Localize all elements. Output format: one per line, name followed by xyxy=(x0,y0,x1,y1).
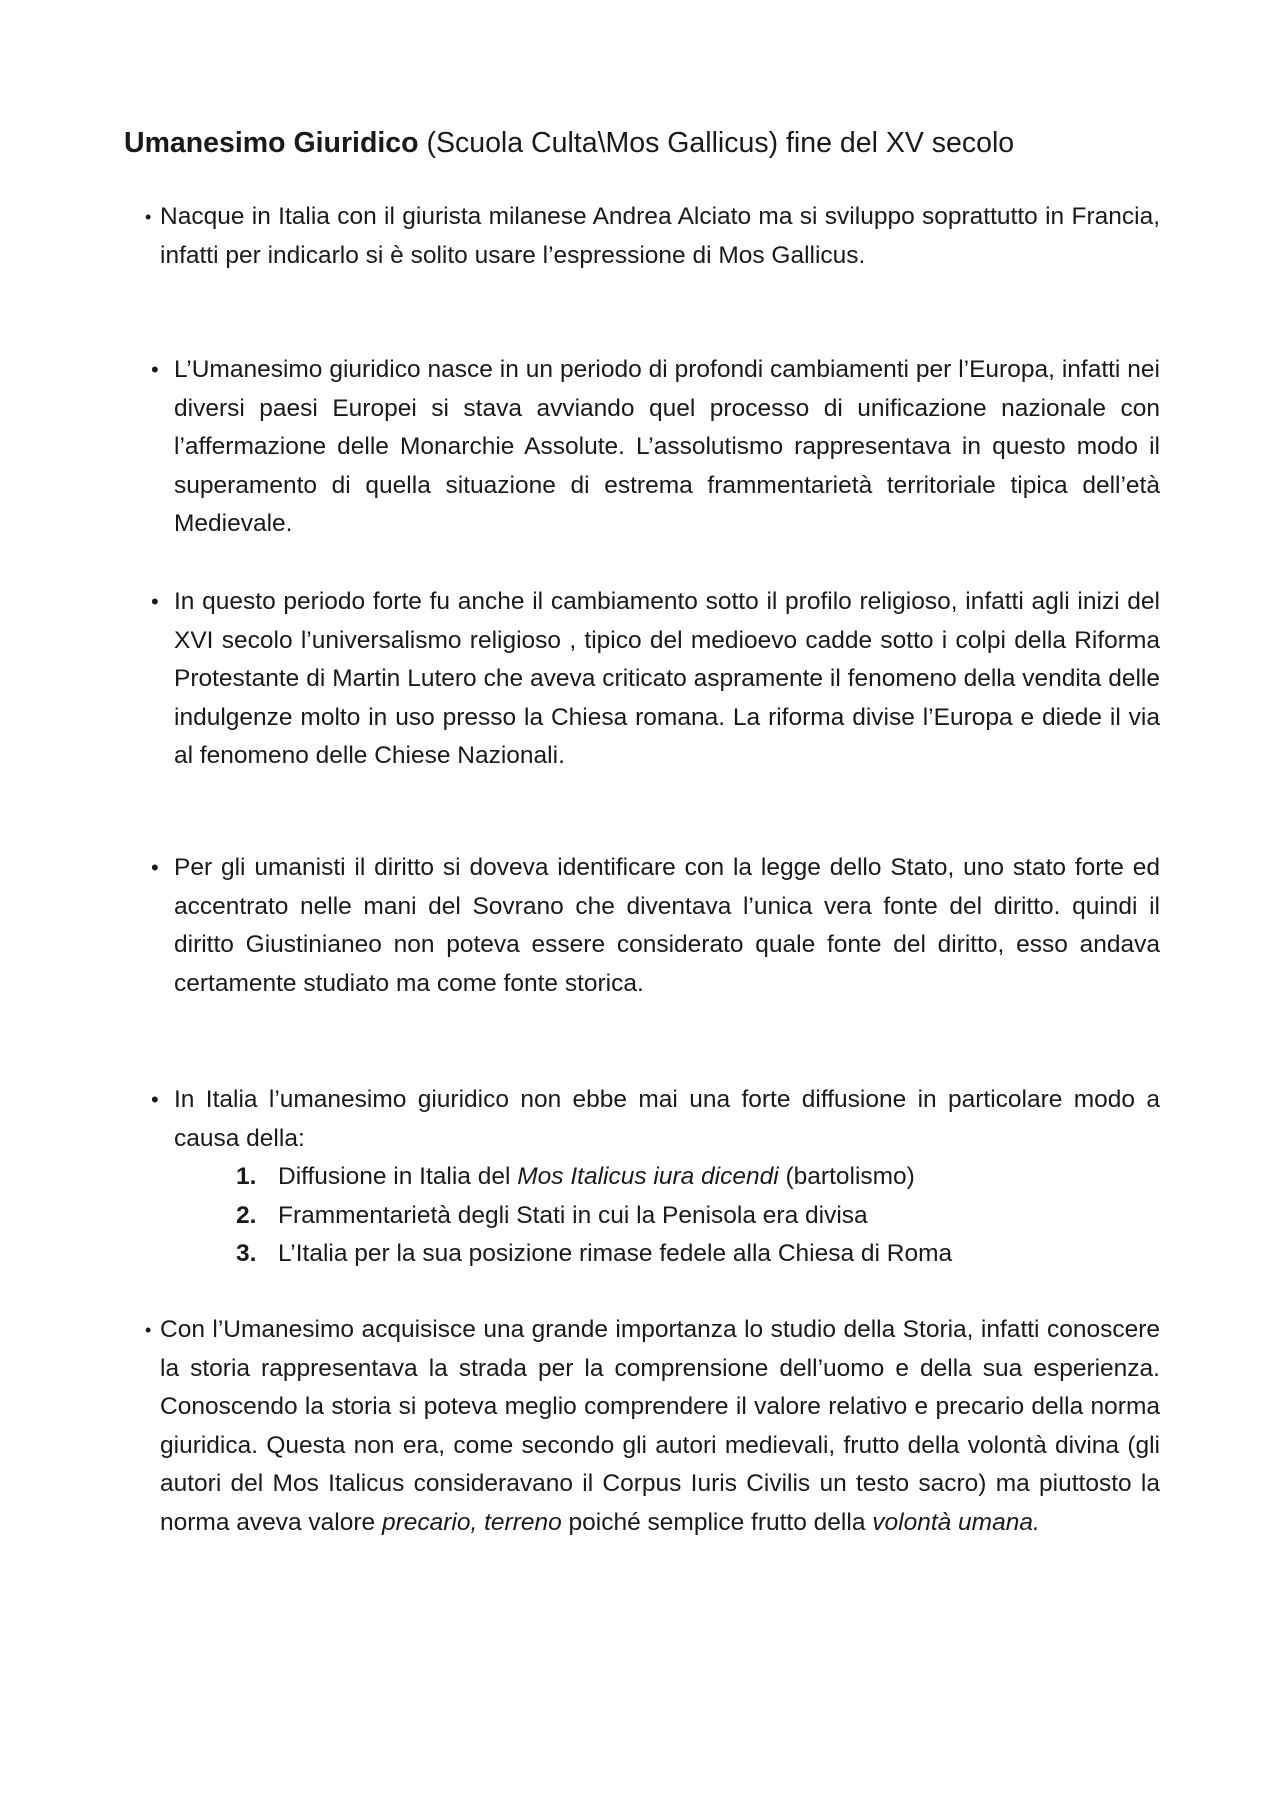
bullet-icon: • xyxy=(151,589,159,614)
title-rest: (Scuola Culta\Mos Gallicus) fine del XV secolo xyxy=(418,127,1015,159)
paragraph-2 xyxy=(151,351,1160,544)
paragraph-6 xyxy=(145,1311,1160,1542)
list-item xyxy=(236,1235,952,1274)
paragraph-text: Nacque in Italia con il giurista milanese Andrea Alciato ma si sviluppo soprattutto in Francia, infatti per indicarlo si è solito usare l’espressione di Mos Gallicus. xyxy=(160,203,1160,269)
paragraph-text: L’Umanesimo giuridico nasce in un periodo di profondi cambiamenti per l’Europa, infatti nei diversi paesi Europei si stava avviando quel processo di unificazione nazionale con l’affermazione delle Monarchie Assolute. L’assolutismo rappresentava in questo modo il superamento di quella situazione di estrema frammentarietà territoriale tipica dell’età Medievale. xyxy=(174,356,1160,537)
list-number: 2. xyxy=(236,1201,257,1229)
list-number: 1. xyxy=(236,1163,257,1190)
paragraph-text: In Italia l’umanesimo giuridico non ebbe mai una forte diffusione in particolare modo a causa della: xyxy=(174,1086,1160,1152)
bullet-icon: • xyxy=(151,1087,159,1112)
list-item xyxy=(236,1197,952,1236)
bullet-icon: • xyxy=(151,855,159,880)
list-text: (bartolismo) xyxy=(778,1163,915,1190)
paragraph-4 xyxy=(151,849,1160,1003)
bullet-icon: • xyxy=(145,1320,152,1340)
paragraph-text: In questo periodo forte fu anche il cambiamento sotto il profilo religioso, infatti agli inizi del XVI secolo l’universalismo religioso , tipico del medioevo cadde sotto i colpi della Riforma Protestante di Martin Lutero che aveva criticato aspramente il fenomeno della vendita delle indulgenze molto in uso presso la Chiesa romana. La riforma divise l’Europa e diede il via al fenomeno delle Chiese Nazionali. xyxy=(174,588,1160,769)
paragraph-italic: volontà umana. xyxy=(872,1508,1040,1536)
paragraph-3 xyxy=(151,583,1160,776)
numbered-list xyxy=(236,1158,952,1274)
title-bold: Umanesimo Giuridico xyxy=(124,127,419,159)
list-text: Diffusione in Italia del xyxy=(278,1163,518,1190)
list-text: Frammentarietà degli Stati in cui la Penisola era divisa xyxy=(278,1201,868,1229)
paragraph-text: poiché semplice frutto della xyxy=(561,1508,873,1536)
list-text: L’Italia per la sua posizione rimase fedele alla Chiesa di Roma xyxy=(278,1240,953,1267)
paragraph-5 xyxy=(151,1081,1160,1158)
page-title xyxy=(124,124,1184,162)
paragraph-text: Per gli umanisti il diritto si doveva identificare con la legge dello Stato, uno stato forte ed accentrato nelle mani del Sovrano che diventava l’unica vera fonte del diritto. quindi il diritto Giustinianeo non poteva essere considerato quale fonte del diritto, esso andava certamente studiato ma come fonte storica. xyxy=(174,854,1160,997)
list-text-italic: Mos Italicus iura dicendi xyxy=(517,1163,779,1190)
list-number: 3. xyxy=(236,1240,257,1267)
paragraph-text: Con l’Umanesimo acquisisce una grande importanza lo studio della Storia, infatti conoscere la storia rappresentava la strada per la comprensione dell’uomo e della sua esperienza. Conoscendo la storia si poteva meglio comprendere il valore relativo e precario della norma giuridica. Questa non era, come secondo gli autori medievali, frutto della volontà divina (gli autori del Mos Italicus consideravano il Corpus Iuris Civilis un testo sacro) ma piuttosto la norma aveva valore xyxy=(160,1316,1160,1536)
list-item xyxy=(236,1158,952,1197)
bullet-icon: • xyxy=(145,207,152,227)
paragraph-1 xyxy=(145,198,1160,275)
bullet-icon: • xyxy=(151,357,159,382)
paragraph-italic: precario, terreno xyxy=(381,1508,562,1536)
